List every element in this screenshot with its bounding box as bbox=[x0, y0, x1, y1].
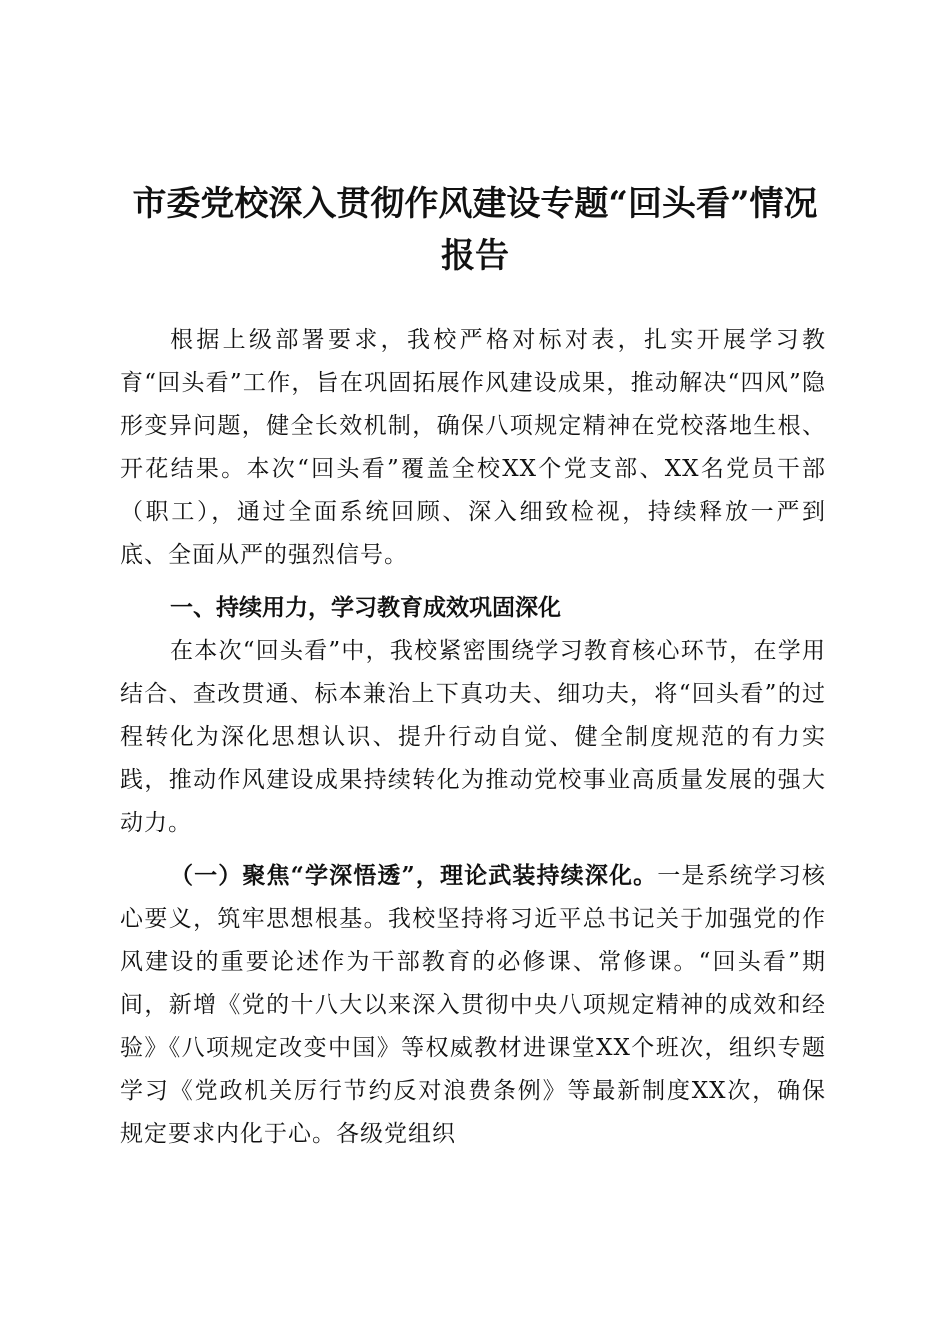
intro-paragraph: 根据上级部署要求，我校严格对标对表，扎实开展学习教育“回头看”工作，旨在巩固拓展作风建设成果，推动解决“四风”隐形变异问题，健全长效机制，确保八项规定精神在党校落地生根、开花结果。本次“回头看”覆盖全校XX个党支部、XX名党员干部（职工），通过全面系统回顾、深入细致检视，持续释放一严到底、全面从严的强烈信号。 bbox=[120, 327, 826, 568]
document-title: 市委党校深入贯彻作风建设专题“回头看”情况报告 bbox=[132, 184, 818, 276]
subsection-lead: （一）聚焦“学深悟透”，理论武装持续深化。 bbox=[170, 862, 658, 889]
subsection-body: 一是系统学习核心要义，筑牢思想根基。我校坚持将习近平总书记关于加强党的作风建设的重要论述作为干部教育的必修课、常修课。“回头看”期间，新增《党的十八大以来深入贯彻中央八项规定精神的成效和经验》《八项规定改变中国》等权威教材进课堂XX个班次，组织专题学习《党政机关厉行节约反对浪费条例》等最新制度XX次，确保规定要求内化于心。各级党组织 bbox=[120, 863, 827, 1147]
subsection-paragraph bbox=[120, 854, 826, 1156]
section-heading: 一、持续用力，学习教育成效巩固深化 bbox=[170, 595, 561, 621]
section-paragraph: 在本次“回头看”中，我校紧密围绕学习教育核心环节，在学用结合、查改贯通、标本兼治上下真功夫、细功夫，将“回头看”的过程转化为深化思想认识、提升行动自觉、健全制度规范的有力实践，推动作风建设成果持续转化为推动党校事业高质量发展的强大动力。 bbox=[120, 638, 826, 836]
